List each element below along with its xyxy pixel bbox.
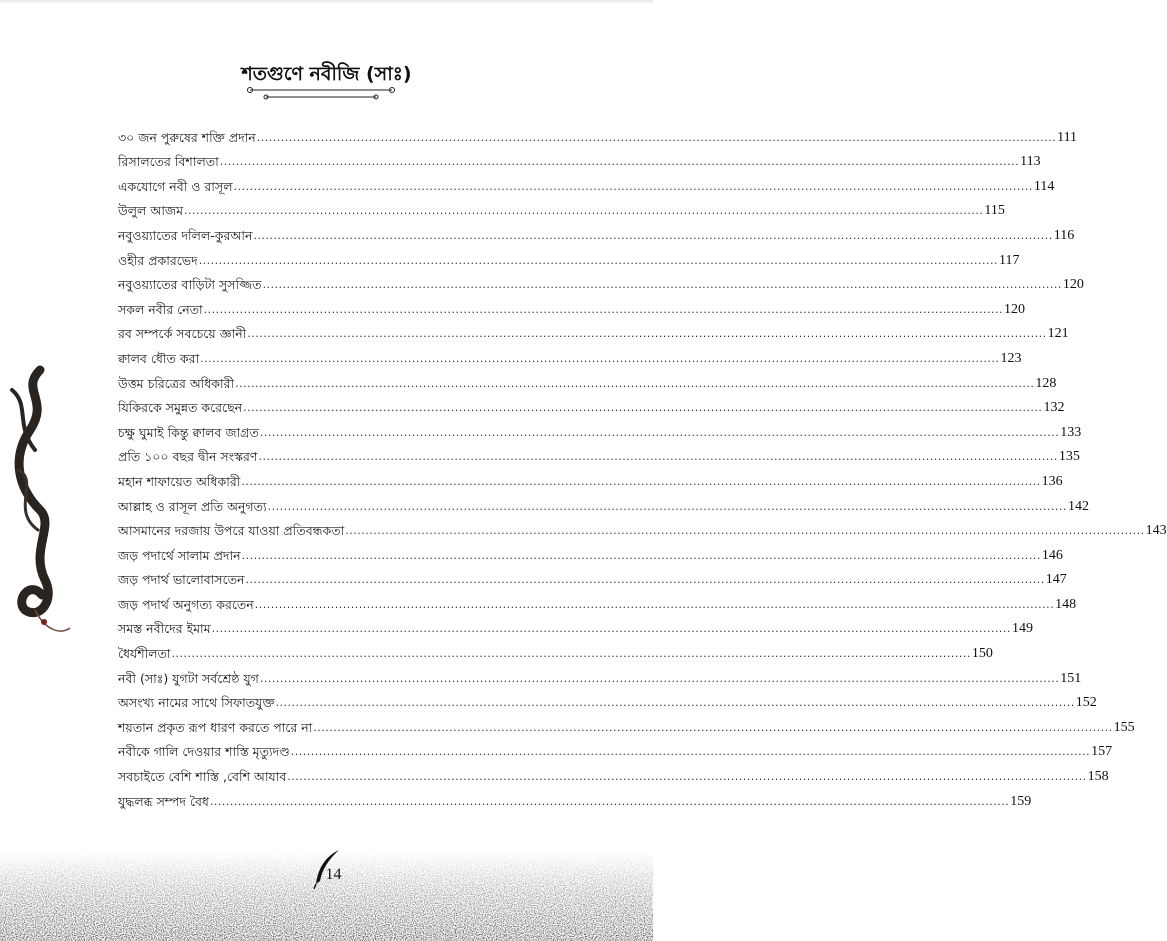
toc-entry-title: একযোগে নবী ও রাসূল xyxy=(118,178,233,194)
toc-leader-dots: ........................................................................................................................................................................................................ xyxy=(243,401,1043,415)
toc-entry xyxy=(118,293,1025,318)
toc-leader-dots: ........................................................................................................................................................................................................ xyxy=(287,770,1087,784)
toc-entry-page: 116 xyxy=(1053,227,1075,243)
toc-leader-dots: ........................................................................................................................................................................................................ xyxy=(313,720,1113,734)
toc-leader-dots: ........................................................................................................................................................................................................ xyxy=(267,499,1067,513)
toc-entry-page: 151 xyxy=(1060,670,1082,686)
toc-leader-dots: ........................................................................................................................................................................................................ xyxy=(254,597,1055,611)
toc-entry xyxy=(118,441,1080,466)
toc-entry-page: 142 xyxy=(1067,498,1089,514)
toc-entry-title: অসংখ্য নামের সাথে সিফাতযুক্ত xyxy=(118,695,275,711)
toc-entry-page: 120 xyxy=(1062,277,1084,293)
toc-leader-dots: ........................................................................................................................................................................................................ xyxy=(203,302,1003,316)
toc-leader-dots: ........................................................................................................................................................................................................ xyxy=(184,204,984,218)
toc-entry-title: সমস্ত নবীদের ইমাম xyxy=(118,621,211,637)
toc-leader-dots: ........................................................................................................................................................................................................ xyxy=(256,130,1057,144)
toc-entry-page: 123 xyxy=(1000,350,1022,366)
toc-entry xyxy=(118,146,1041,171)
toc-entry-page: 133 xyxy=(1060,424,1082,440)
toc-entry xyxy=(118,711,1135,736)
toc-entry-title: চক্ষু ঘুমাই কিন্তু ক্বালব জাগ্রত xyxy=(118,424,259,440)
title-divider-ornament xyxy=(246,86,396,102)
toc-entry-page: 115 xyxy=(984,203,1005,219)
toc-entry xyxy=(118,687,1097,712)
toc-entry-page: 148 xyxy=(1055,596,1077,612)
toc-entry xyxy=(118,244,1020,269)
toc-entry-title: আল্লাহ ও রাসূল প্রতি অনুগত্য xyxy=(118,498,267,514)
toc-entry-title: রব সম্পর্কে সবচেয়ে জ্ঞানী xyxy=(118,326,247,342)
toc-entry xyxy=(118,170,1055,195)
toc-entry xyxy=(118,195,1005,220)
toc-entry-page: 158 xyxy=(1087,769,1109,785)
toc-entry xyxy=(118,269,1084,294)
page-title: শতগুণে নবীজি (সাঃ) xyxy=(241,63,412,85)
toc-leader-dots: ........................................................................................................................................................................................................ xyxy=(290,745,1091,759)
toc-entry-title: ৩০ জন পুরুষের শক্তি প্রদান xyxy=(118,129,256,145)
toc-entry-page: 149 xyxy=(1011,621,1033,637)
toc-entry-page: 121 xyxy=(1047,326,1069,342)
toc-entry xyxy=(118,465,1063,490)
toc-entry-page: 128 xyxy=(1035,375,1057,391)
toc-entry-title: মহান শাফায়েত অধিকারী xyxy=(118,473,241,489)
toc-entry-title: নবী (সাঃ) যুগটা সর্বশ্রেষ্ঠ যুগ xyxy=(118,670,259,686)
toc-leader-dots: ........................................................................................................................................................................................................ xyxy=(171,647,971,661)
toc-leader-dots: ........................................................................................................................................................................................................ xyxy=(219,155,1020,169)
toc-entry xyxy=(118,318,1069,343)
toc-entry-page: 136 xyxy=(1041,473,1063,489)
toc-entry xyxy=(118,515,1167,540)
page-top-edge xyxy=(0,0,653,4)
toc-entry xyxy=(118,588,1077,613)
toc-leader-dots: ........................................................................................................................................................................................................ xyxy=(259,425,1060,439)
toc-entry xyxy=(118,539,1063,564)
toc-entry xyxy=(118,219,1075,244)
toc-entry-title: আসমানের দরজায় উপরে যাওয়া প্রতিবন্ধকতা xyxy=(118,523,345,539)
toc-leader-dots: ........................................................................................................................................................................................................ xyxy=(235,376,1035,390)
toc-entry xyxy=(118,613,1033,638)
toc-leader-dots: ........................................................................................................................................................................................................ xyxy=(247,327,1047,341)
toc-entry xyxy=(118,637,993,662)
toc-entry-page: 143 xyxy=(1145,523,1167,539)
toc-entry-title: নবীকে গালি দেওয়ার শাস্তি মৃত্যুদণ্ড xyxy=(118,744,290,760)
toc-leader-dots: ........................................................................................................................................................................................................ xyxy=(262,278,1062,292)
toc-entry-page: 135 xyxy=(1058,449,1080,465)
toc-leader-dots: ........................................................................................................................................................................................................ xyxy=(241,548,1041,562)
toc-entry-page: 147 xyxy=(1045,572,1067,588)
toc-entry-title: নবুওয়্যাতের দলিল-কুরআন xyxy=(118,227,253,243)
calligraphy-decoration xyxy=(0,360,80,660)
toc-entry xyxy=(118,342,1022,367)
toc-entry xyxy=(118,736,1113,761)
toc-entry-title: যুদ্ধলব্ধ সম্পদ বৈধ xyxy=(118,793,209,809)
toc-entry-page: 155 xyxy=(1113,719,1135,735)
toc-entry-title: সবচাইতে বেশি শাস্তি ,বেশি আযাব xyxy=(118,769,287,785)
toc-entry-page: 132 xyxy=(1043,400,1065,416)
toc-leader-dots: ........................................................................................................................................................................................................ xyxy=(211,622,1011,636)
toc-leader-dots: ........................................................................................................................................................................................................ xyxy=(209,794,1010,808)
toc-entry-page: 150 xyxy=(971,646,993,662)
toc-leader-dots: ........................................................................................................................................................................................................ xyxy=(258,450,1058,464)
toc-entry-page: 113 xyxy=(1020,154,1041,170)
toc-entry-page: 120 xyxy=(1004,301,1025,317)
toc-entry-title: নবুওয়্যাতের বাড়িটা সুসজ্জিত xyxy=(118,277,262,293)
toc-leader-dots: ........................................................................................................................................................................................................ xyxy=(275,696,1075,710)
toc-entry-title: জড় পদার্থ অনুগত্য করতেন xyxy=(118,596,254,612)
toc-leader-dots: ........................................................................................................................................................................................................ xyxy=(200,351,1000,365)
toc-entry-page: 111 xyxy=(1057,129,1078,145)
toc-entry-title: শয়তান প্রকৃত রূপ ধারণ করতে পারে না xyxy=(118,719,313,735)
toc-entry xyxy=(118,490,1089,515)
toc-leader-dots: ........................................................................................................................................................................................................ xyxy=(241,474,1041,488)
toc-leader-dots: ........................................................................................................................................................................................................ xyxy=(345,524,1145,538)
toc-leader-dots: ........................................................................................................................................................................................................ xyxy=(245,573,1045,587)
toc-entry xyxy=(118,121,1078,146)
toc-entry-title: উলুল আজম xyxy=(118,203,184,219)
toc-entry-page: 117 xyxy=(999,252,1020,268)
toc-entry-page: 152 xyxy=(1075,695,1097,711)
table-of-contents xyxy=(118,121,1167,810)
toc-entry-page: 146 xyxy=(1041,547,1063,563)
toc-entry xyxy=(118,785,1032,810)
toc-entry-title: যিকিরকে সমুন্নত করেছেন xyxy=(118,400,243,416)
toc-entry xyxy=(118,760,1109,785)
toc-entry-title: রিসালতের বিশালতা xyxy=(118,154,219,170)
toc-entry xyxy=(118,662,1082,687)
toc-leader-dots: ........................................................................................................................................................................................................ xyxy=(253,228,1053,242)
toc-entry-page: 114 xyxy=(1033,178,1055,194)
toc-entry xyxy=(118,564,1067,589)
toc-entry xyxy=(118,367,1057,392)
page-number: 14 xyxy=(325,866,342,883)
toc-leader-dots: ........................................................................................................................................................................................................ xyxy=(259,671,1060,685)
toc-entry xyxy=(118,416,1082,441)
toc-entry-page: 157 xyxy=(1091,744,1113,760)
toc-entry-title: সকল নবীর নেতা xyxy=(118,301,203,317)
toc-entry-title: জড় পদার্থ ভালোবাসতেন xyxy=(118,572,245,588)
toc-entry-title: ক্বালব ধৌত করা xyxy=(118,350,200,366)
toc-entry-title: ধৈর্যশীলতা xyxy=(118,646,171,662)
toc-entry-title: ওহীর প্রকারভেদ xyxy=(118,252,198,268)
toc-entry-title: প্রতি ১০০ বছর দ্বীন সংস্করণ xyxy=(118,449,258,465)
toc-leader-dots: ........................................................................................................................................................................................................ xyxy=(233,179,1033,193)
toc-entry-title: উত্তম চরিত্রের অধিকারী xyxy=(118,375,235,391)
toc-entry-title: জড় পদার্থে সালাম প্রদান xyxy=(118,547,241,563)
toc-leader-dots: ........................................................................................................................................................................................................ xyxy=(198,253,999,267)
toc-entry xyxy=(118,392,1065,417)
toc-entry-page: 159 xyxy=(1010,793,1032,809)
